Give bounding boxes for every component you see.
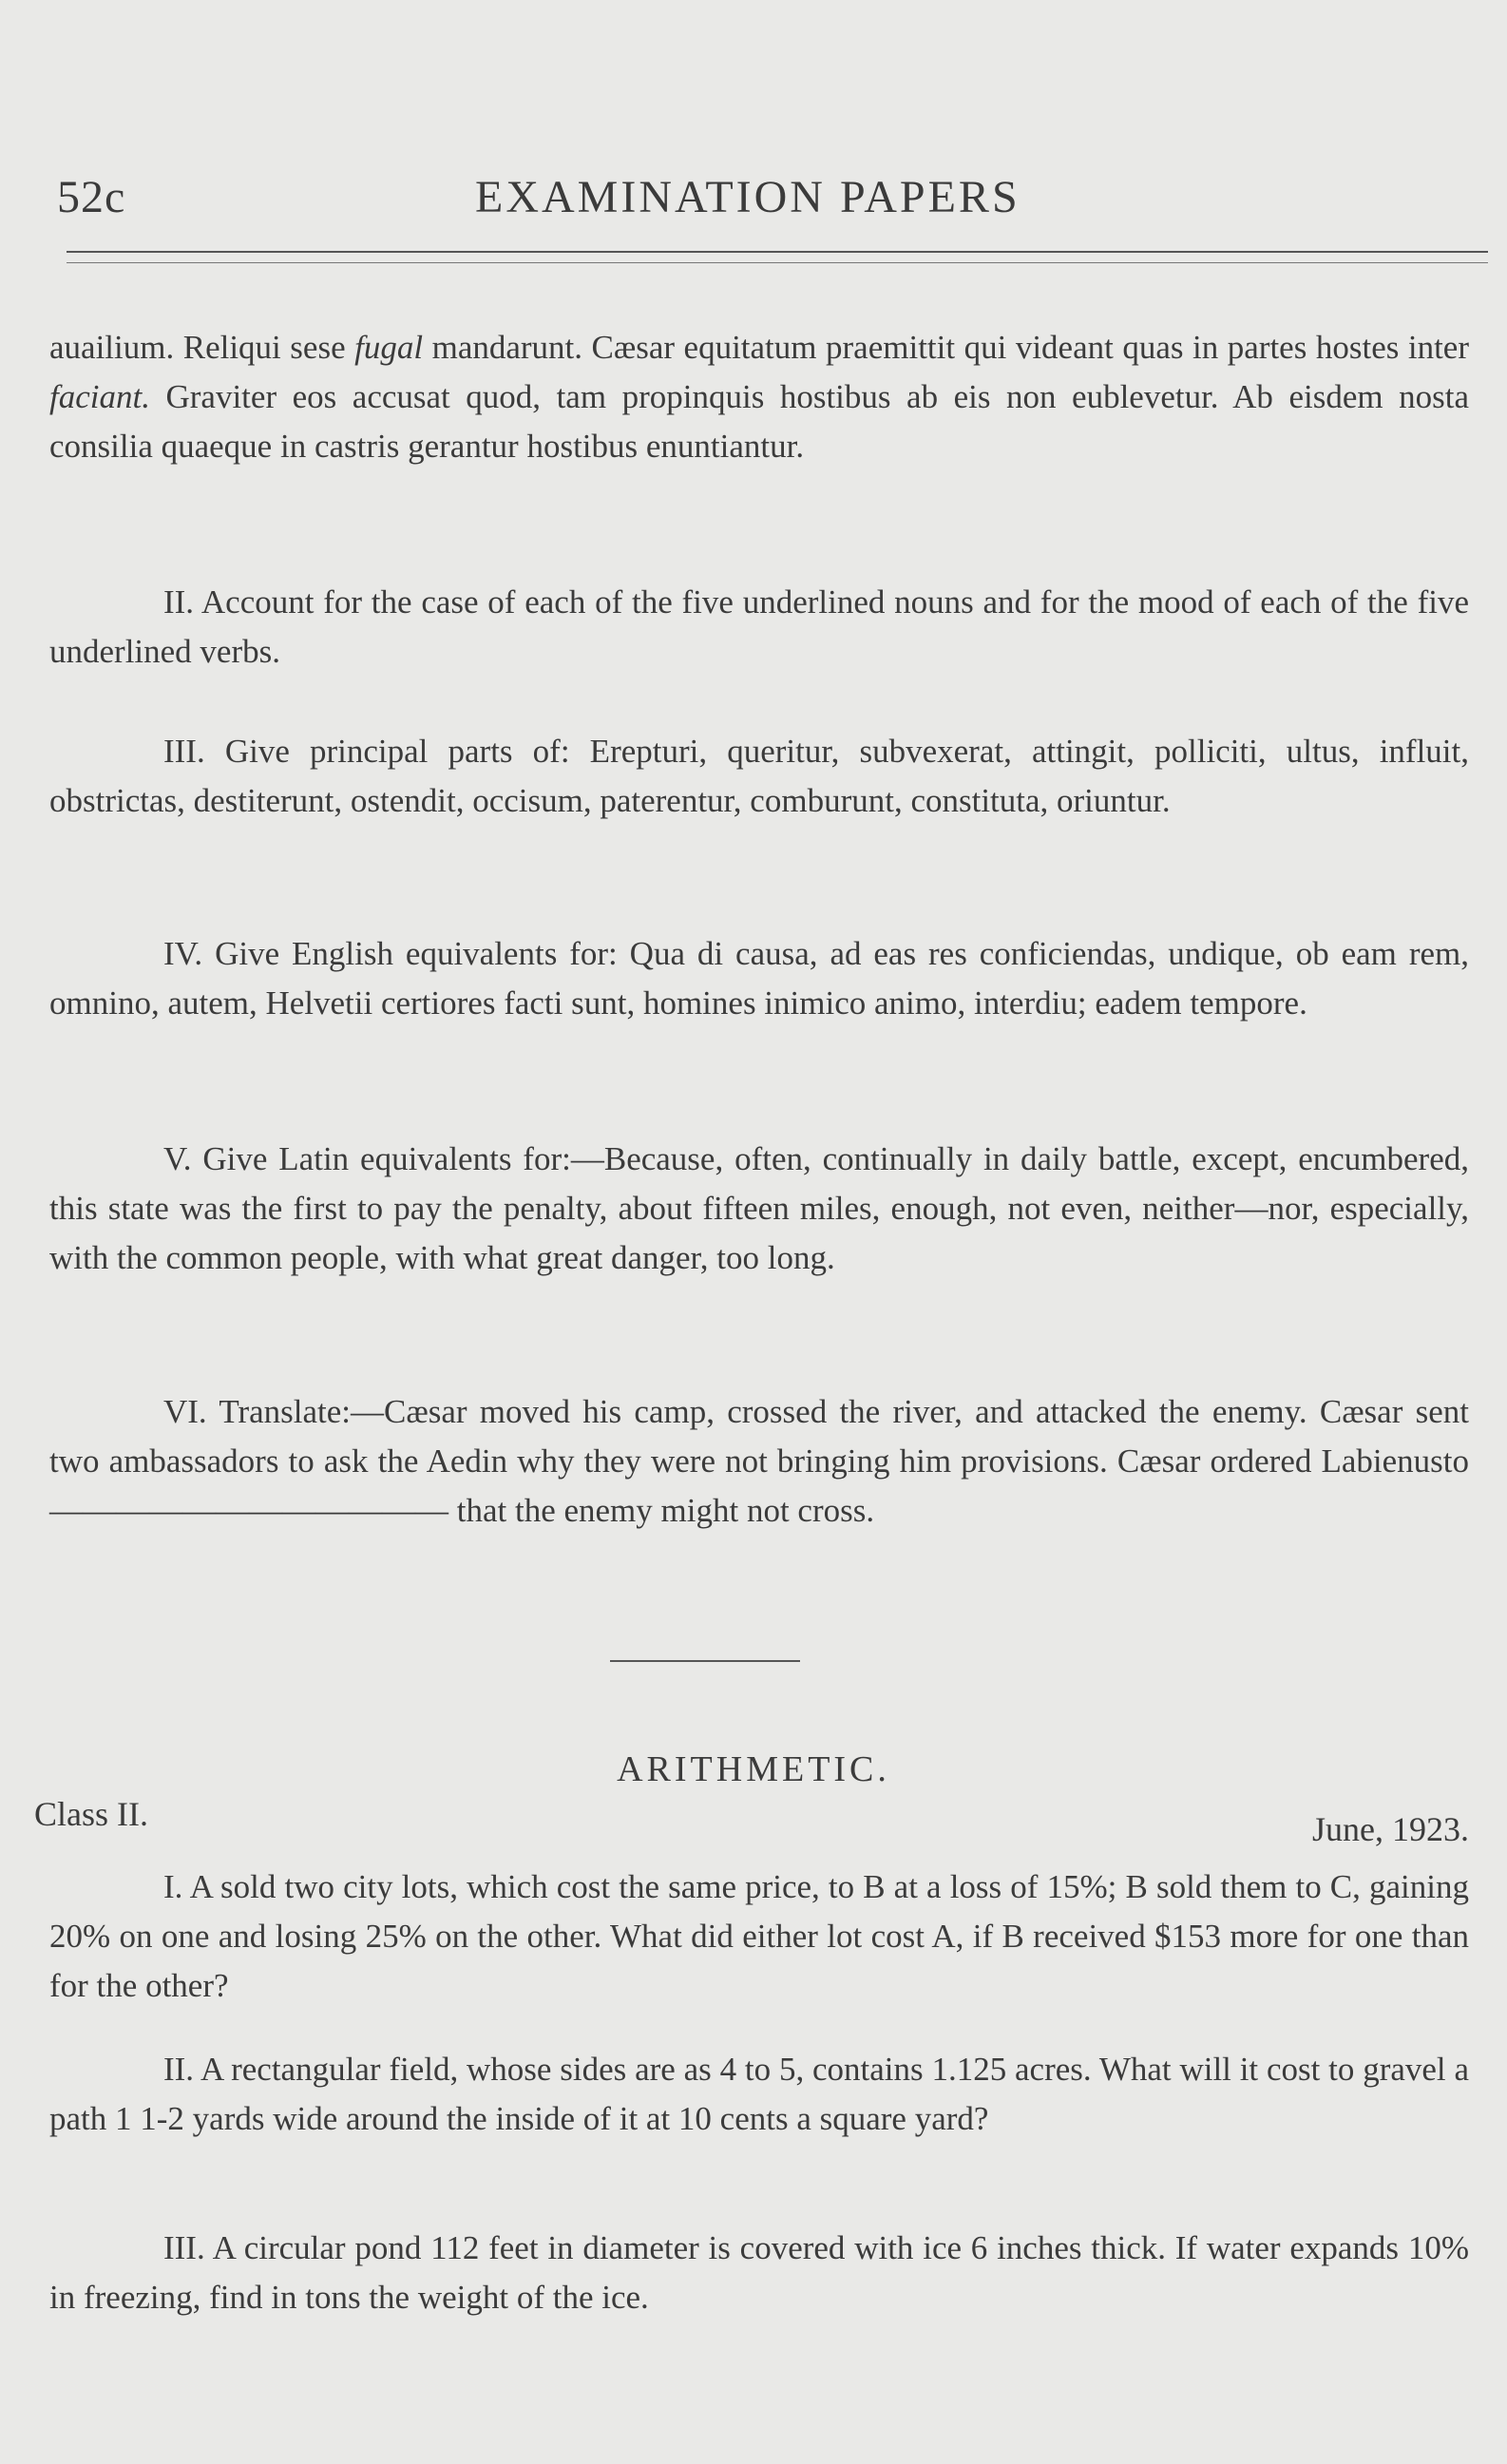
header-rule <box>67 251 1488 253</box>
latin-passage <box>49 323 1469 471</box>
question-text: Translate:—Cæsar moved his camp, crossed the river, and attacked the enemy. Cæsar sent two ambassadors to ask the Aedin why they were not bringing him provisions. Cæsar ordered Labienusto———————————— that the enemy might not cross. <box>49 1393 1469 1529</box>
header-rule-thin <box>67 262 1488 263</box>
question-number: II. <box>163 583 195 621</box>
question-number: IV. <box>163 935 203 972</box>
latin-passage-text-1: auailium. Reliqui sese <box>49 329 355 366</box>
question-number: V. <box>163 1140 192 1177</box>
question-text: A rectangular field, whose sides are as 4 to 5, contains 1.125 acres. What will it cost to gravel a path 1 1-2 yards wide around the inside of it at 10 cents a square yard? <box>49 2051 1469 2137</box>
question-text: Give principal parts of: Erepturi, queritur, subvexerat, attingit, polliciti, ultus, influit, obstrictas, destiterunt, ostendit, occisum, paterentur, comburunt, constituta, oriuntur. <box>49 733 1469 819</box>
question-number: III. <box>163 733 205 770</box>
question-number: VI. <box>163 1393 207 1430</box>
latin-passage-underlined-1: fugal <box>354 329 424 366</box>
arithmetic-question <box>49 1862 1469 2011</box>
latin-question <box>49 578 1469 677</box>
exam-date: June, 1923. <box>1312 1810 1469 1848</box>
latin-question <box>49 929 1469 1028</box>
question-number: III. <box>163 2229 205 2266</box>
section-divider <box>610 1660 800 1662</box>
question-text: Give Latin equivalents for:—Because, often, continually in daily battle, except, encumbered, this state was the first to pay the penalty, about fifteen miles, enough, not even, neither—nor, especially, with the common people, with what great danger, too long. <box>49 1140 1469 1276</box>
latin-passage-underlined-2: faciant. <box>49 378 150 415</box>
section-title: ARITHMETIC. <box>617 1749 890 1789</box>
arithmetic-question <box>49 2045 1469 2144</box>
question-text: Account for the case of each of the five underlined nouns and for the mood of each of the five underlined verbs. <box>49 583 1469 670</box>
question-text: Give English equivalents for: Qua di causa, ad eas res conficiendas, undique, ob eam rem, omnino, autem, Helvetii certiores facti sunt, homines inimico animo, interdiu; eadem tempore. <box>49 935 1469 1022</box>
page-header <box>57 171 1450 228</box>
question-text: A circular pond 112 feet in diameter is covered with ice 6 inches thick. If water expands 10% in freezing, find in tons the weight of the ice. <box>49 2229 1469 2316</box>
latin-question <box>49 1135 1469 1283</box>
running-title: EXAMINATION PAPERS <box>475 172 1021 222</box>
latin-passage-text-2: mandarunt. Cæsar equitatum praemittit qui videant quas in partes hostes inter <box>423 329 1469 366</box>
latin-question <box>49 727 1469 826</box>
arithmetic-question <box>49 2224 1469 2322</box>
question-number: I. <box>163 1868 183 1905</box>
latin-question <box>49 1387 1469 1536</box>
page-number: 52c <box>57 172 126 222</box>
question-number: II. <box>163 2051 195 2088</box>
question-text: A sold two city lots, which cost the same price, to B at a loss of 15%; B sold them to C, gaining 20% on one and losing 25% on the other. What did either lot cost A, if B received $153 more for one than for the other? <box>49 1868 1469 2004</box>
latin-passage-text-3: Graviter eos accusat quod, tam propinquis hostibus ab eis non eublevetur. Ab eisdem nosta consilia quaeque in castris gerantur hostibus enuntiantur. <box>49 378 1469 465</box>
class-label: Class II. <box>34 1795 148 1833</box>
